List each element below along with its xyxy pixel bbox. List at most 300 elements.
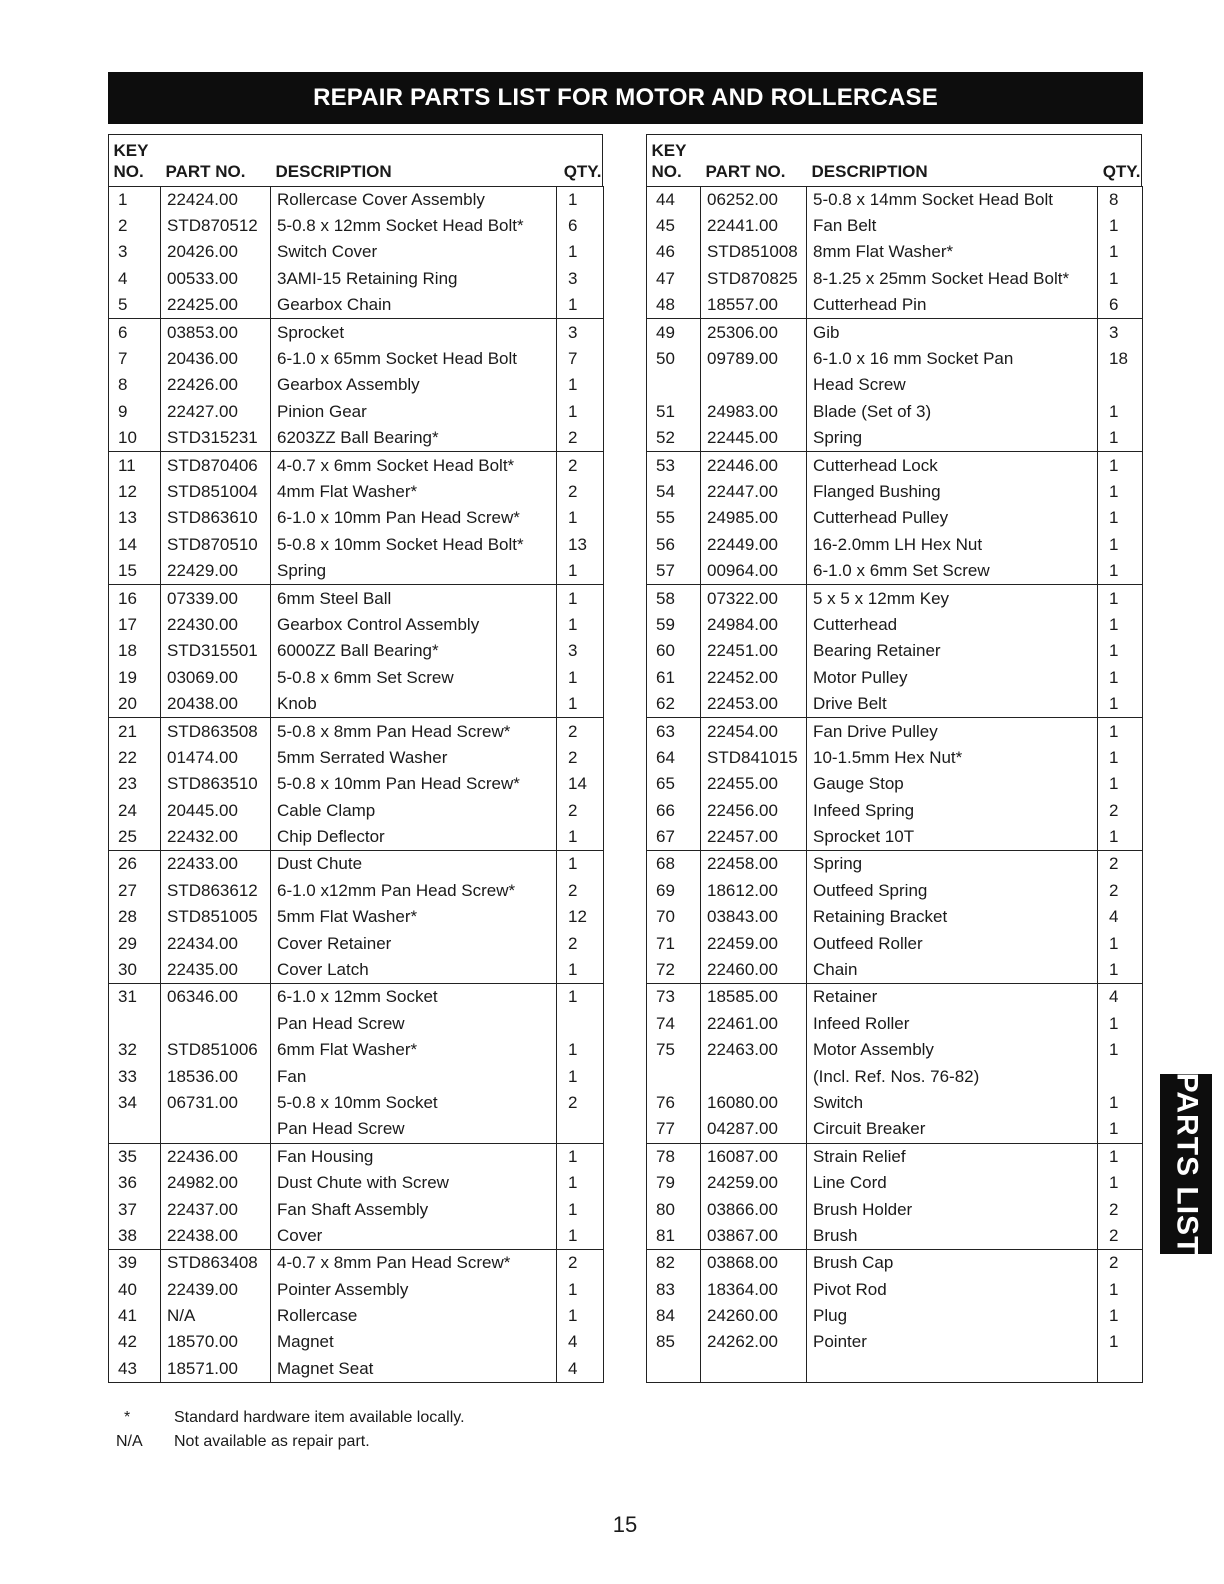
description-cell: Gearbox Chain [271, 292, 557, 319]
qty-cell: 1 [1098, 479, 1143, 505]
qty-cell: 18 [1098, 346, 1143, 372]
description-cell: Spring [807, 425, 1098, 452]
qty-cell [557, 1011, 604, 1037]
description-cell: Pan Head Screw [271, 1116, 557, 1143]
part-no-cell: 22454.00 [701, 718, 807, 745]
table-row [109, 399, 604, 425]
description-cell: Sprocket [271, 319, 557, 346]
part-no-cell: 22458.00 [701, 851, 807, 878]
qty-cell [1098, 372, 1143, 398]
key-no-cell: 41 [109, 1303, 161, 1329]
qty-cell [557, 1116, 604, 1143]
key-no-cell: 72 [647, 957, 701, 984]
key-no-cell: 66 [647, 797, 701, 823]
key-no-cell: 29 [109, 930, 161, 956]
key-no-cell: 73 [647, 984, 701, 1011]
description-cell: 8-1.25 x 25mm Socket Head Bolt* [807, 266, 1098, 292]
qty-cell: 1 [557, 1170, 604, 1196]
table-row [647, 1329, 1143, 1355]
side-tab-label: PARTS LIST [1170, 1072, 1203, 1256]
part-no-cell: 22439.00 [161, 1277, 271, 1303]
qty-header: QTY. [563, 161, 602, 181]
key-no-cell: 47 [647, 266, 701, 292]
key-no-cell [109, 1011, 161, 1037]
description-cell: 5mm Flat Washer* [271, 904, 557, 930]
key-no-cell: 77 [647, 1116, 701, 1143]
qty-cell: 1 [1098, 452, 1143, 479]
description-header: DESCRIPTION [275, 161, 392, 181]
key-no-cell: 11 [109, 452, 161, 479]
qty-cell: 2 [557, 930, 604, 956]
part-no-cell: 22446.00 [701, 452, 807, 479]
part-no-cell: 03069.00 [161, 665, 271, 691]
description-cell: Dust Chute with Screw [271, 1170, 557, 1196]
description-cell: Brush Holder [807, 1196, 1098, 1222]
key-no-cell: 36 [109, 1170, 161, 1196]
key-no-cell: 67 [647, 824, 701, 851]
qty-cell: 1 [1098, 824, 1143, 851]
table-row [109, 1303, 604, 1329]
qty-cell: 2 [1098, 1250, 1143, 1277]
key-no-cell: 84 [647, 1303, 701, 1329]
qty-cell: 1 [557, 957, 604, 984]
description-cell: Gib [807, 319, 1098, 346]
description-cell: 5 x 5 x 12mm Key [807, 585, 1098, 612]
description-cell: Pinion Gear [271, 399, 557, 425]
key-no-cell: 61 [647, 665, 701, 691]
table-row [109, 930, 604, 956]
part-no-cell: 22460.00 [701, 957, 807, 984]
description-cell: Brush Cap [807, 1250, 1098, 1277]
page-title: REPAIR PARTS LIST FOR MOTOR AND ROLLERCASE [108, 72, 1143, 124]
key-no-cell: 60 [647, 638, 701, 664]
key-no-cell: 17 [109, 612, 161, 638]
description-cell: Flanged Bushing [807, 479, 1098, 505]
qty-cell: 2 [1098, 1223, 1143, 1250]
table-row [109, 1011, 604, 1037]
key-no-cell: 27 [109, 878, 161, 904]
table-row [109, 425, 604, 452]
table-row [109, 319, 604, 346]
part-no-cell: 18612.00 [701, 878, 807, 904]
part-no-cell: 24984.00 [701, 612, 807, 638]
qty-cell: 1 [557, 984, 604, 1011]
key-no-cell: 75 [647, 1037, 701, 1063]
table-row [109, 665, 604, 691]
key-no-cell: 57 [647, 558, 701, 585]
description-cell: 4-0.7 x 6mm Socket Head Bolt* [271, 452, 557, 479]
description-header: DESCRIPTION [811, 161, 928, 181]
part-no-cell: 16080.00 [701, 1090, 807, 1116]
key-no-cell: 7 [109, 346, 161, 372]
table-row [647, 1170, 1143, 1196]
part-no-cell: 18557.00 [701, 292, 807, 319]
description-cell: 8mm Flat Washer* [807, 239, 1098, 265]
part-no-cell: 22433.00 [161, 851, 271, 878]
description-cell: 5-0.8 x 10mm Pan Head Screw* [271, 771, 557, 797]
table-row [109, 266, 604, 292]
table-row [647, 878, 1143, 904]
key-no-cell: 33 [109, 1063, 161, 1089]
part-no-cell: STD315501 [161, 638, 271, 664]
description-cell: Chain [807, 957, 1098, 984]
qty-cell: 1 [557, 399, 604, 425]
qty-cell: 1 [1098, 1011, 1143, 1037]
table-row [647, 505, 1143, 531]
description-cell: Pivot Rod [807, 1277, 1098, 1303]
table-row [109, 957, 604, 984]
table-row [109, 292, 604, 319]
part-no-cell: 22455.00 [701, 771, 807, 797]
key-no-cell: 18 [109, 638, 161, 664]
description-cell: Cover [271, 1223, 557, 1250]
description-cell: Cutterhead [807, 612, 1098, 638]
qty-cell: 1 [1098, 1116, 1143, 1143]
part-no-cell: 22445.00 [701, 425, 807, 452]
part-no-header: PART NO. [705, 161, 786, 181]
qty-cell: 1 [1098, 505, 1143, 531]
description-cell: 6203ZZ Ball Bearing* [271, 425, 557, 452]
description-cell [807, 1356, 1098, 1383]
key-no-cell: 82 [647, 1250, 701, 1277]
description-cell: Fan [271, 1063, 557, 1089]
qty-cell: 2 [557, 718, 604, 745]
part-no-cell: 24262.00 [701, 1329, 807, 1355]
table-row [647, 452, 1143, 479]
description-cell: Dust Chute [271, 851, 557, 878]
qty-cell: 1 [1098, 691, 1143, 718]
key-no-cell: 48 [647, 292, 701, 319]
qty-cell: 1 [1098, 638, 1143, 664]
key-no-cell: 58 [647, 585, 701, 612]
table-row [647, 1116, 1143, 1143]
qty-cell: 8 [1098, 186, 1143, 213]
part-no-cell: 22459.00 [701, 930, 807, 956]
qty-cell: 3 [557, 638, 604, 664]
qty-cell: 6 [557, 213, 604, 239]
qty-cell: 1 [1098, 213, 1143, 239]
description-cell: Retaining Bracket [807, 904, 1098, 930]
qty-cell: 1 [557, 824, 604, 851]
part-no-cell: STD863510 [161, 771, 271, 797]
part-no-cell: 16087.00 [701, 1143, 807, 1170]
qty-cell: 1 [1098, 532, 1143, 558]
description-cell: 6-1.0 x 65mm Socket Head Bolt [271, 346, 557, 372]
table-row [647, 824, 1143, 851]
description-cell: Switch Cover [271, 239, 557, 265]
qty-cell: 14 [557, 771, 604, 797]
qty-cell: 2 [557, 452, 604, 479]
key-no-cell: 19 [109, 665, 161, 691]
table-row [647, 479, 1143, 505]
table-row [109, 372, 604, 398]
part-no-cell [701, 1356, 807, 1383]
table-row [647, 319, 1143, 346]
key-no-cell: 68 [647, 851, 701, 878]
part-no-cell: STD851008 [701, 239, 807, 265]
part-no-cell: 24983.00 [701, 399, 807, 425]
description-cell: Plug [807, 1303, 1098, 1329]
qty-cell: 4 [1098, 904, 1143, 930]
key-no-cell: 63 [647, 718, 701, 745]
table-row [109, 479, 604, 505]
key-no-cell: 40 [109, 1277, 161, 1303]
part-no-cell: 25306.00 [701, 319, 807, 346]
qty-cell: 1 [557, 665, 604, 691]
qty-cell: 6 [1098, 292, 1143, 319]
table-row [109, 691, 604, 718]
table-row [647, 1303, 1143, 1329]
description-cell: Sprocket 10T [807, 824, 1098, 851]
description-cell: 4-0.7 x 8mm Pan Head Screw* [271, 1250, 557, 1277]
table-row [647, 399, 1143, 425]
qty-cell: 4 [557, 1329, 604, 1355]
qty-cell: 1 [1098, 665, 1143, 691]
description-cell: Gearbox Control Assembly [271, 612, 557, 638]
table-row [647, 186, 1143, 213]
table-row [109, 186, 604, 213]
qty-cell: 2 [1098, 851, 1143, 878]
table-row [647, 1037, 1143, 1063]
table-row [647, 957, 1143, 984]
part-no-cell: 18585.00 [701, 984, 807, 1011]
key-no-cell: 28 [109, 904, 161, 930]
qty-cell: 1 [1098, 239, 1143, 265]
part-no-cell: 00533.00 [161, 266, 271, 292]
key-no-cell: 45 [647, 213, 701, 239]
description-cell: 5-0.8 x 10mm Socket [271, 1090, 557, 1116]
description-cell: Cutterhead Lock [807, 452, 1098, 479]
table-row [647, 292, 1143, 319]
part-no-cell: 22425.00 [161, 292, 271, 319]
qty-cell: 1 [1098, 1143, 1143, 1170]
table-row [647, 239, 1143, 265]
table-row [647, 213, 1143, 239]
description-cell: Bearing Retainer [807, 638, 1098, 664]
key-no-cell: 54 [647, 479, 701, 505]
qty-cell: 1 [1098, 718, 1143, 745]
qty-cell: 13 [557, 532, 604, 558]
key-no-cell: 74 [647, 1011, 701, 1037]
key-no-cell: 64 [647, 745, 701, 771]
key-no-cell: 50 [647, 346, 701, 372]
table-row [109, 1329, 604, 1355]
qty-cell: 1 [1098, 1037, 1143, 1063]
qty-cell: 2 [1098, 1196, 1143, 1222]
key-no-cell: 23 [109, 771, 161, 797]
qty-cell: 1 [1098, 425, 1143, 452]
key-no-cell: 39 [109, 1250, 161, 1277]
part-no-cell: STD870825 [701, 266, 807, 292]
qty-cell: 1 [1098, 745, 1143, 771]
key-no-cell: 8 [109, 372, 161, 398]
part-no-cell: 20426.00 [161, 239, 271, 265]
table-row [109, 1250, 604, 1277]
footnote-text: Not available as repair part. [174, 1433, 370, 1450]
qty-cell: 1 [557, 585, 604, 612]
qty-cell: 1 [557, 186, 604, 213]
qty-cell: 1 [557, 691, 604, 718]
table-row [109, 824, 604, 851]
table-row [109, 1037, 604, 1063]
description-cell: Magnet [271, 1329, 557, 1355]
table-row [647, 1143, 1143, 1170]
description-cell: 3AMI-15 Retaining Ring [271, 266, 557, 292]
description-cell: Fan Drive Pulley [807, 718, 1098, 745]
part-no-cell: 22456.00 [701, 797, 807, 823]
description-cell: 6000ZZ Ball Bearing* [271, 638, 557, 664]
qty-cell: 4 [1098, 984, 1143, 1011]
description-cell: Knob [271, 691, 557, 718]
parts-table-body [109, 186, 604, 1383]
table-row [109, 1356, 604, 1383]
key-no-cell: 42 [109, 1329, 161, 1355]
qty-cell: 12 [557, 904, 604, 930]
table-row [109, 638, 604, 664]
key-no-cell: 62 [647, 691, 701, 718]
part-no-cell: STD870406 [161, 452, 271, 479]
part-no-cell: 22436.00 [161, 1143, 271, 1170]
table-row [647, 266, 1143, 292]
part-no-cell: 03868.00 [701, 1250, 807, 1277]
part-no-cell: STD851006 [161, 1037, 271, 1063]
description-cell: 16-2.0mm LH Hex Nut [807, 532, 1098, 558]
qty-cell: 1 [557, 612, 604, 638]
qty-cell: 2 [557, 425, 604, 452]
parts-table-right [646, 134, 1143, 1383]
key-no-cell [647, 1063, 701, 1089]
part-no-cell: 18570.00 [161, 1329, 271, 1355]
qty-cell: 3 [557, 319, 604, 346]
table-row [647, 425, 1143, 452]
part-no-cell: 00964.00 [701, 558, 807, 585]
description-cell: Motor Pulley [807, 665, 1098, 691]
qty-header: QTY. [1102, 161, 1141, 181]
table-row [109, 718, 604, 745]
table-row [109, 505, 604, 531]
description-cell: Switch [807, 1090, 1098, 1116]
description-cell: (Incl. Ref. Nos. 76-82) [807, 1063, 1098, 1089]
qty-cell: 1 [1098, 612, 1143, 638]
part-no-cell: 09789.00 [701, 346, 807, 372]
part-no-cell: 06731.00 [161, 1090, 271, 1116]
part-no-cell [161, 1011, 271, 1037]
part-no-cell: 22429.00 [161, 558, 271, 585]
key-no-cell [109, 1116, 161, 1143]
part-no-cell: 20438.00 [161, 691, 271, 718]
description-cell: Pointer Assembly [271, 1277, 557, 1303]
table-row [109, 851, 604, 878]
table-row [109, 797, 604, 823]
key-no-cell: 2 [109, 213, 161, 239]
page-number: 15 [612, 1512, 638, 1537]
description-cell: Infeed Spring [807, 797, 1098, 823]
part-no-cell: 07322.00 [701, 585, 807, 612]
table-row [647, 1223, 1143, 1250]
key-no-cell: 5 [109, 292, 161, 319]
key-no-cell: 24 [109, 797, 161, 823]
part-no-cell: 18364.00 [701, 1277, 807, 1303]
part-no-cell: 03843.00 [701, 904, 807, 930]
part-no-cell: 03866.00 [701, 1196, 807, 1222]
key-no-cell: 55 [647, 505, 701, 531]
key-no-cell: 53 [647, 452, 701, 479]
part-no-cell [701, 372, 807, 398]
table-row [647, 665, 1143, 691]
part-no-cell: 22435.00 [161, 957, 271, 984]
footnote-mark: N/A [116, 1433, 143, 1450]
key-no-cell: 21 [109, 718, 161, 745]
key-no-cell: 9 [109, 399, 161, 425]
part-no-cell: 22426.00 [161, 372, 271, 398]
description-cell: 5-0.8 x 8mm Pan Head Screw* [271, 718, 557, 745]
table-row [647, 585, 1143, 612]
table-row [109, 1143, 604, 1170]
table-row [109, 984, 604, 1011]
description-cell: Infeed Roller [807, 1011, 1098, 1037]
key-no-cell: 44 [647, 186, 701, 213]
qty-cell: 1 [557, 1143, 604, 1170]
qty-cell: 2 [557, 479, 604, 505]
description-cell: Drive Belt [807, 691, 1098, 718]
part-no-cell: STD863612 [161, 878, 271, 904]
qty-cell: 2 [557, 745, 604, 771]
key-no-cell: 38 [109, 1223, 161, 1250]
qty-cell: 1 [557, 1277, 604, 1303]
part-no-cell: STD870512 [161, 213, 271, 239]
table-row [109, 532, 604, 558]
table-row [647, 1356, 1143, 1383]
description-cell: Fan Belt [807, 213, 1098, 239]
qty-cell: 1 [1098, 585, 1143, 612]
description-cell: Outfeed Roller [807, 930, 1098, 956]
key-no-cell: 79 [647, 1170, 701, 1196]
part-no-cell: STD851004 [161, 479, 271, 505]
table-row [647, 797, 1143, 823]
table-row [109, 585, 604, 612]
part-no-cell: 22447.00 [701, 479, 807, 505]
part-no-cell: 22427.00 [161, 399, 271, 425]
description-cell: 6mm Flat Washer* [271, 1037, 557, 1063]
table-row [647, 1011, 1143, 1037]
key-no-header: KEY NO. [113, 140, 149, 181]
description-cell: 6mm Steel Ball [271, 585, 557, 612]
key-no-cell: 59 [647, 612, 701, 638]
key-no-cell: 65 [647, 771, 701, 797]
key-no-cell: 32 [109, 1037, 161, 1063]
description-cell: 4mm Flat Washer* [271, 479, 557, 505]
key-no-cell: 10 [109, 425, 161, 452]
table-row [109, 1170, 604, 1196]
part-no-cell: 22434.00 [161, 930, 271, 956]
key-no-cell: 12 [109, 479, 161, 505]
description-cell: 5-0.8 x 12mm Socket Head Bolt* [271, 213, 557, 239]
key-no-cell: 35 [109, 1143, 161, 1170]
description-cell: Rollercase [271, 1303, 557, 1329]
qty-cell: 1 [1098, 1277, 1143, 1303]
table-row [109, 1223, 604, 1250]
key-no-cell: 83 [647, 1277, 701, 1303]
description-cell: Motor Assembly [807, 1037, 1098, 1063]
qty-cell [1098, 1063, 1143, 1089]
key-no-cell: 34 [109, 1090, 161, 1116]
key-no-cell: 71 [647, 930, 701, 956]
description-cell: Blade (Set of 3) [807, 399, 1098, 425]
table-header [647, 134, 1143, 186]
table-row [647, 745, 1143, 771]
footnote [116, 1406, 465, 1430]
description-cell: Spring [271, 558, 557, 585]
